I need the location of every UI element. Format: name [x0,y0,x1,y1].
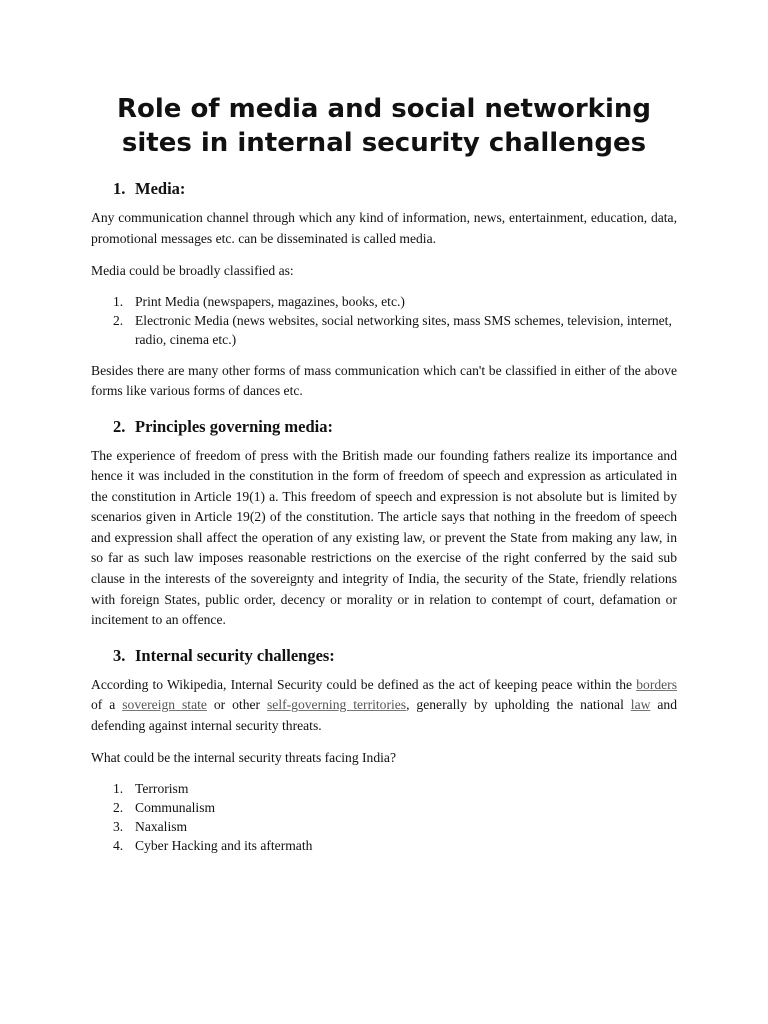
list-item-number: 2. [113,312,124,328]
section-internal-security [91,645,677,855]
paragraph: Besides there are many other forms of mass communication which can't be classified in either of the above forms like various forms of dances etc. [91,362,677,398]
list-item-number: 2. [113,799,124,815]
document-title: Role of media and social networking sites in internal security challenges [116,94,652,158]
link-sovereign-state[interactable]: sovereign state [122,697,207,713]
section-heading [91,178,677,200]
section-number: 2. [113,416,126,436]
list-item-text: Communalism [135,799,216,815]
link-law[interactable]: law [630,697,651,713]
paragraph: Any communication channel through which any kind of information, news, entertainment, education, data, promotional messages etc. can be disseminated is called media. [91,210,677,246]
text-run: , generally by upholding the national [406,697,631,713]
list-item-number: 3. [113,818,124,834]
text-run: of a [91,697,123,713]
list-item [91,311,677,349]
list-item-text: Naxalism [135,818,188,834]
paragraph: What could be the internal security threats facing India? [91,750,396,766]
media-types-list [91,292,677,349]
list-item-number: 1. [113,780,124,796]
list-item-text: Print Media (newspapers, magazines, books, etc.) [135,293,405,309]
list-item [91,292,677,311]
paragraph: The experience of freedom of press with the British made our founding fathers realize its importance and hence it was included in the constitution in the form of freedom of speech and expression as articulated in the constitution in Article 19(1) a. This freedom of speech and expression is not absolute but is limited by scenarios given in Article 19(2) of the constitution. The article says that nothing in the freedom of speech and expression shall affect the operation of any existing law, or prevent the State from making any law, in so far as such law imposes reasonable restrictions on the exercise of the right conferred by the said sub clause in the interests of the sovereignty and integrity of India, the security of the State, friendly relations with foreign States, public order, decency or morality or in relation to contempt of court, defamation or incitement to an offence. [91,447,677,628]
link-borders[interactable]: borders [636,676,677,692]
paragraph: Media could be broadly classified as: [91,263,294,278]
paragraph [91,675,677,737]
text-run: According to Wikipedia, Internal Security could be defined as the act of keeping peace within the [91,676,637,692]
text-run: and defending against internal security threats. [91,697,678,733]
section-heading [91,645,677,667]
threats-list [91,779,677,855]
list-item [91,836,677,855]
section-heading-text: Media: [135,179,186,198]
list-item-number: 1. [113,293,124,309]
list-item-text: Cyber Hacking and its aftermath [135,837,313,853]
list-item-number: 4. [113,837,124,853]
section-number: 1. [113,179,126,198]
section-heading-text: Principles governing media: [135,416,333,436]
text-run: or other [206,697,268,713]
list-item [91,798,677,817]
section-principles [91,416,677,631]
section-number: 3. [113,645,126,665]
section-media [91,178,677,402]
list-item-text: Electronic Media (news websites, social networking sites, mass SMS schemes, television, internet, radio, cinema etc.) [135,312,672,347]
section-heading [91,416,677,438]
link-self-governing-territories[interactable]: self-governing territories [267,697,407,713]
list-item-text: Terrorism [135,780,189,796]
section-heading-text: Internal security challenges: [135,645,335,665]
list-item [91,817,677,836]
list-item [91,779,677,798]
